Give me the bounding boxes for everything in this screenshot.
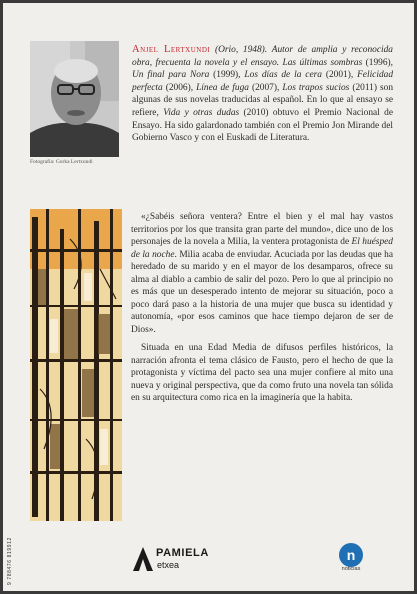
bio-text: (2007), (248, 82, 283, 93)
author-photo (30, 41, 119, 157)
cover-art-strip (30, 209, 122, 521)
illustration-image (30, 209, 122, 521)
bio-text: (1999), (209, 70, 245, 81)
photo-credit: Fotografía: Gorka Lertxundi (30, 159, 93, 165)
bio-title: Línea de fuga (196, 82, 249, 93)
synopsis-text: «¿Sabéis señora ventera? Entre el bien y el mal hay vastos territorios por los que transita gran parte del mundo», dice uno de los personajes de la novela a Milia, la ventera protagonista de (131, 212, 393, 247)
bio-title: Felicidad perfecta (132, 70, 394, 93)
author-bio (132, 44, 393, 145)
bio-intro: (Orio, 1948). Autor de amplia y reconocida obra, frecuenta la novela y el ensayo. (132, 45, 393, 68)
book-title: El huésped de la noche (131, 237, 393, 260)
author-name: Anjel Lertxundi (132, 44, 211, 55)
publisher-subname: etxea (157, 560, 180, 570)
synopsis-paragraph-1 (131, 211, 393, 336)
bio-text: (2001), (321, 70, 358, 81)
bio-title: Un final para Nora (132, 70, 210, 81)
isbn-barcode-digits: 9 788476 819912 (7, 537, 13, 585)
publisher-name: PAMIELA (156, 547, 209, 559)
bio-title: Los trapos sucios (282, 82, 350, 93)
bio-title: Los días de la cera (244, 70, 322, 81)
synopsis (131, 211, 393, 405)
synopsis-text: . Milia acaba de enviudar. Acuciada por las deudas que ha heredado de su marido y en el mayor de los desamparos, ofrece su alma al diablo a cambio de salir del pozo. Pero lo que al principio no es más que un desesperado intento de mejorar su situación, poco a poco dará paso a la historia de una mujer que busca su identidad y autonomía, «por esos caminos que hace tiempo dejaron de ser de Dios». (131, 249, 393, 335)
bio-text: (2006), (162, 82, 197, 93)
publisher-emblem-icon (131, 545, 155, 573)
bio-text: (2010) obtuvo el Premio Nacional de Ensayo. Ha sido galardonado también con el Premio Jon Mirande del Gobierno Vasco y con el Euskadi de Literatura. (132, 107, 393, 144)
synopsis-paragraph-2: Situada en una Edad Media de difusos perfiles históricos, la narración afronta el tema clásico de Fausto, pero el hecho de que la protagonista y víctima del pacto sea una mujer confiere al mito una nueva y original perspectiva, que da como fruto una novela tan sólida en su arquitectura como rica en la imaginería que la habita. (131, 343, 393, 403)
bio-text: (2011) son algunas de sus novelas traducidas al español. En lo que al ensayo se refiere, (132, 82, 394, 118)
bio-title: Las últimas sombras (282, 57, 363, 68)
noticias-label: noticias (341, 566, 361, 572)
noticias-badge-letter: n (346, 547, 356, 563)
bio-text: (1996), (362, 57, 394, 68)
bio-title: Vida y otras dudas (163, 107, 240, 118)
publisher-logo (131, 545, 241, 577)
author-portrait-image (30, 41, 119, 157)
